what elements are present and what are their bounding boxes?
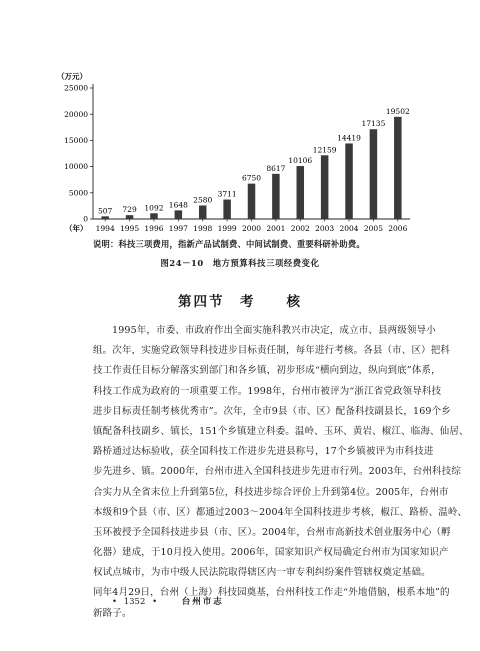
body-line: 1995年，市委、市政府作出全面实施科教兴市决定，成立市、县两级领导小 bbox=[112, 325, 436, 336]
x-tick-label: 2002 bbox=[290, 224, 310, 233]
bar bbox=[272, 174, 280, 219]
x-tick-label: 1995 bbox=[120, 224, 140, 233]
figure-caption: 图24－10 地方预算科技三项经费变化 bbox=[160, 258, 320, 268]
page-footer bbox=[112, 595, 224, 607]
bar bbox=[297, 166, 305, 219]
x-unit-label: （年） bbox=[65, 224, 88, 233]
x-tick-label: 1996 bbox=[144, 224, 164, 233]
y-axis-ticks bbox=[64, 84, 93, 224]
footer-bullet: • bbox=[152, 597, 158, 607]
value-label: 10106 bbox=[288, 156, 313, 166]
value-label: 1092 bbox=[144, 203, 164, 213]
body-line: 本级和9个县（市、区）都通过2003～2004年全国科技进步考核，椒江、路桥、温岭、 bbox=[93, 506, 468, 518]
value-label: 19502 bbox=[385, 106, 410, 116]
chart-note: 说明：科技三项费用，指新产品试制费、中间试制费、重要科研补助费。 bbox=[93, 239, 365, 249]
page-number: 1352 bbox=[123, 597, 146, 607]
value-label: 17135 bbox=[361, 119, 386, 129]
body-line: 技工作责任目标分解落实到部门和各乡镇，初步形成“横向到边，纵向到底”体系， bbox=[93, 365, 441, 377]
y-tick-label: 5000 bbox=[68, 188, 88, 198]
bar bbox=[248, 184, 256, 219]
bar bbox=[223, 200, 231, 219]
body-line: 组。次年，实施党政领导科技进步目标责任制，每年进行考核。各县（市、区）把科 bbox=[93, 345, 451, 357]
body-line: 进步目标责任制考核优秀市”。次年，全市9县（市、区）配备科技副县长，169个乡 bbox=[93, 405, 451, 417]
x-tick-label: 2001 bbox=[266, 224, 286, 233]
y-tick-label: 0 bbox=[83, 214, 88, 224]
bar bbox=[345, 143, 353, 219]
value-label: 1648 bbox=[168, 200, 188, 210]
y-tick-label: 15000 bbox=[64, 136, 88, 145]
y-tick-label: 10000 bbox=[64, 162, 88, 172]
body-line: 玉环被授予全国科技进步县（市、区）。2004年，台州市高新技术创业服务中心（孵 bbox=[93, 526, 451, 538]
bar bbox=[101, 216, 109, 219]
body-line: 同年4月29日，台州（上海）科技园奠基，台州科技工作走“外地借脑，根系本地”的 bbox=[93, 587, 450, 599]
body-line: 新路子。 bbox=[93, 607, 132, 619]
bar-chart bbox=[0, 0, 480, 240]
book-name: 台州市志 bbox=[181, 597, 224, 607]
x-tick-label: 2000 bbox=[241, 224, 262, 233]
body-line: 路桥通过达标验收，获全国科技工作进步先进县称号，17个乡镇被评为市科技进 bbox=[93, 446, 434, 458]
value-label: 14419 bbox=[337, 133, 361, 143]
body-line: 步先进乡、镇。2000年，台州市进入全国科技进步先进市行列。2003年，台州科技综 bbox=[93, 466, 462, 478]
value-label: 6750 bbox=[241, 173, 262, 183]
x-tick-label: 2004 bbox=[339, 224, 359, 233]
value-label: 2580 bbox=[193, 195, 213, 205]
y-unit-label: （万元） bbox=[57, 72, 87, 81]
body-line: 权试点城市，为市中级人民法院取得辖区内一审专利纠纷案件管辖权奠定基础。 bbox=[93, 567, 431, 579]
bar bbox=[321, 155, 329, 219]
section-title: 第四节 考 核 bbox=[178, 294, 302, 310]
footer-bullet: • bbox=[112, 597, 118, 607]
bar bbox=[175, 210, 183, 219]
value-label: 729 bbox=[122, 205, 137, 215]
x-tick-label: 1999 bbox=[217, 224, 237, 233]
x-tick-label: 2003 bbox=[315, 224, 335, 233]
bar bbox=[394, 117, 402, 219]
x-tick-label: 1994 bbox=[95, 224, 115, 233]
body-line: 科技工作成为政府的一项重要工作。1998年，台州市被评为“浙江省党政领导科技 bbox=[93, 385, 442, 397]
body-line: 镇配备科技副乡、镇长，151个乡镇建立科委。温岭、玉环、黄岩、椒江、临海、仙居、 bbox=[93, 425, 469, 437]
value-label: 3711 bbox=[217, 189, 237, 199]
y-tick-label: 20000 bbox=[64, 109, 88, 119]
body-text bbox=[93, 321, 469, 624]
value-label: 8617 bbox=[266, 163, 286, 173]
x-tick-label: 1997 bbox=[168, 224, 188, 233]
x-tick-label: 1998 bbox=[193, 224, 213, 233]
bar bbox=[150, 213, 158, 219]
value-label: 507 bbox=[98, 206, 113, 216]
bar bbox=[126, 215, 134, 219]
bar bbox=[199, 205, 207, 219]
x-axis-labels bbox=[96, 219, 408, 233]
body-line: 化器）建成，于10月投入使用。2006年，国家知识产权局确定台州市为国家知识产 bbox=[93, 547, 449, 559]
value-label: 12159 bbox=[312, 145, 337, 155]
body-line: 合实力从全省末位上升到第5位，科技进步综合评价上升到第4位。2005年，台州市 bbox=[93, 486, 449, 498]
y-tick-label: 25000 bbox=[64, 83, 88, 93]
x-tick-label: 2006 bbox=[388, 224, 408, 233]
bar bbox=[370, 129, 378, 219]
x-tick-label: 2005 bbox=[363, 224, 383, 233]
